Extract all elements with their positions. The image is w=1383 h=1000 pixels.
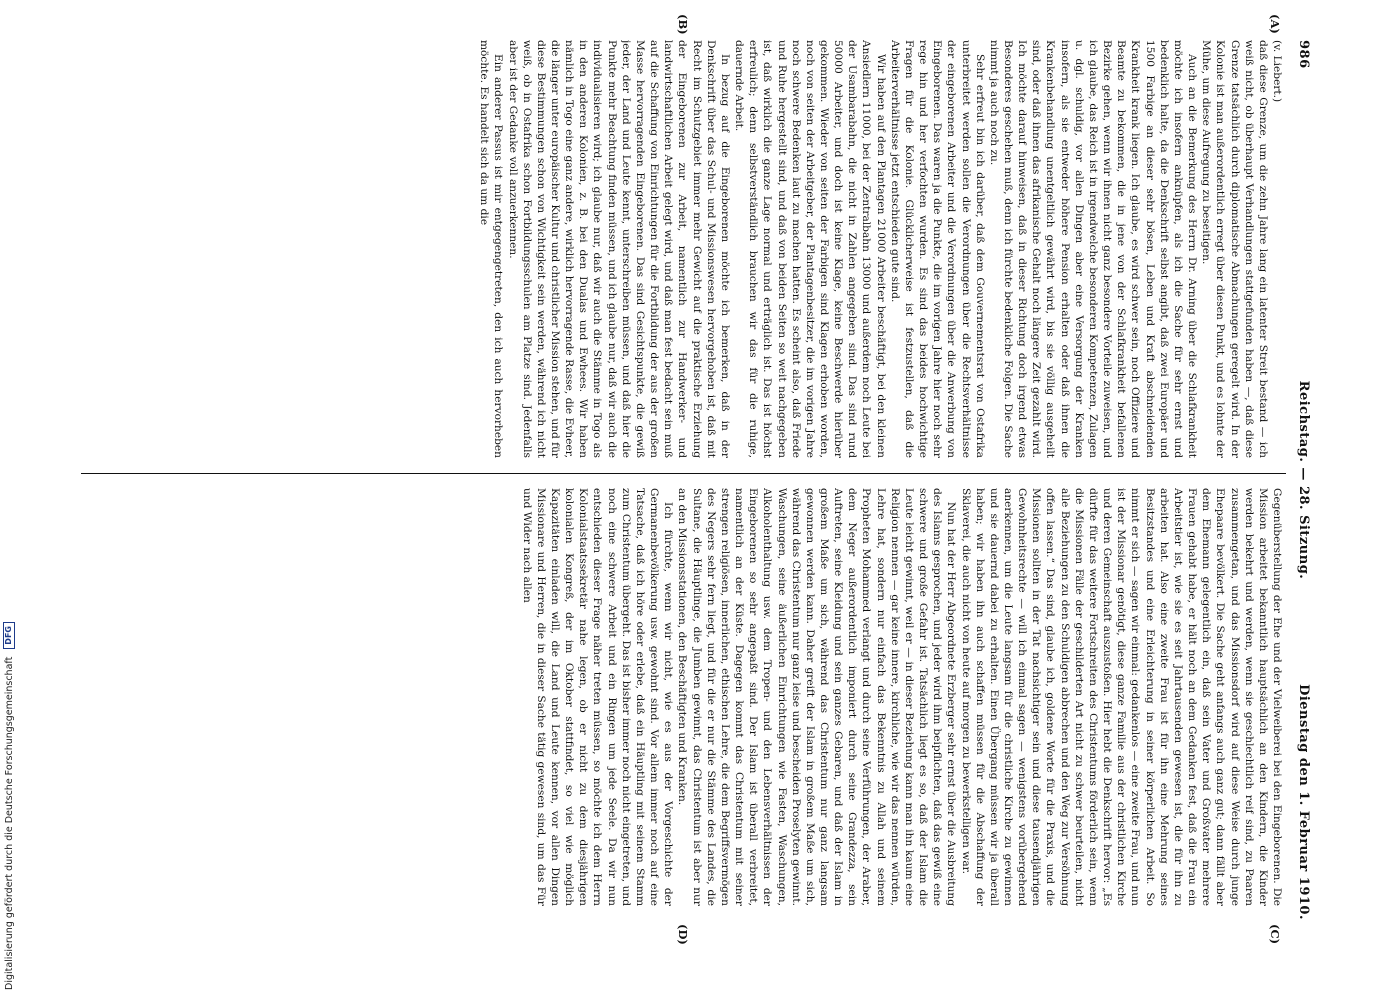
page-number: 986 xyxy=(1296,40,1311,69)
margin-marker-b: (B) xyxy=(676,14,690,35)
footer-text: Digitalisierung gefördert durch die Deutsche Forschungsgemeinschaft xyxy=(3,656,15,990)
dfg-logo: DFG xyxy=(3,622,15,649)
page-title: Reichstag. — 28. Sitzung. xyxy=(1296,380,1311,580)
page-date: Dienstag den 1. Februar 1910. xyxy=(1296,684,1311,920)
paragraph: Ich fürchte, wenn wir nicht, wie es aus der Vorgeschichte der Germanenbevölkerung usw. gewohnt sind. Vor allem immer noch auf eine Tatsache, daß ich höre oder erlebe, daß ein Häuptling mit seinem Stamm zum Christentum übergeht. Das ist bisher immer noch nicht eingetreten, und noch eine schwere Arbeit und ein Ringen um jede Seele. Da wir nun entschieden dieser Frage näher treten müssen, so möchte ich dem Herrn Kolonialstaatssekretär nahe legen, ob er nicht zu dem diesjährigen kolonialen Kongreß, der im Oktober stattfindet, so viel wie möglich Kapazitäten einladen will, die Land und Leute kennen, vor allen Dingen Missionare und Herren, die in dieser Sache tätig gewesen sind, um das Für und Wider nach allen xyxy=(520,488,675,906)
paragraph: daß diese Grenze, um die zehn Jahre lang ein latenter Streit bestand — ich weiß nicht, ob überhaupt Verhandlungen stattgefunden haben —, daß diese Grenze tatsächlich durch diplomatische Abmachungen geregelt wird. In der Kolonie ist man außerordentlich erregt über diesen Punkt, und es lohnte der Mühe, um diese Aufregung zu beseitigen. xyxy=(1200,40,1269,458)
margin-marker-c: (C) xyxy=(1268,924,1282,945)
rotated-page xyxy=(40,14,1311,945)
paragraph: In bezug auf die Eingeborenen möchte ich bemerken, daß in der Denkschrift über das Schul- und Missionswesen hervorgehoben ist, daß mit Recht im Schutzgebiet immer mehr Gewicht auf die praktische Erziehung der Eingeborenen zur Arbeit, namentlich zur Handwerker- und landwirtschaftlichen Arbeit gelegt wird, und daß man fest bedacht sein muß auf die Schaffung von Einrichtungen für die Fortbildung der aus der großen Masse hervorragenden Eingeborenen. Das sind Gesichtspunkte, die gewiß jeder, der Land und Leute kennt, unterschreiben müssen, und daß hier die Punkte mehr Beachtung finden müssen, und ich glaube nur, daß wir auch die individualisieren wird; ich glaube nur, daß wir auch die Stämme in Togo als in den anderen Kolonien, z. B. bei den Dualas und Ewhees. Wir haben nämlich in Togo eine ganz andere, wirklich hervorragende Rasse, die Evheer, die länger unter europäischer Kultur und christlicher Mission stehen, und für diese Bestimmungen schon von Wichtigkeit sein werden, während ich nicht weiß, ob in Ostafrika schon Fortbildungsschulen am Platze sind. Jedenfalls aber ist der Gedanke voll anzuerkennen. xyxy=(506,40,731,458)
page-header xyxy=(1290,40,1310,920)
paragraph: Sehr erfreut bin ich darüber, daß dem Gouvernementsrat von Ostafrika unterbreitet werden sollen die Verordnungen über die Rechtsverhältnisse der eingeborenen Arbeiter und die Verordnungen über die Anwerbung von Eingeborenen. Das waren ja die Punkte, die im vorigen Jahre hier noch sehr rege hin und her verfochten wurden. Es sind das beides hochwichtige Fragen für die Kolonie. Glücklicherweise ist festzustellen, daß die Arbeiterverhältnisse jetzt entschieden gute sind. xyxy=(888,40,986,458)
margin-marker-a: (A) xyxy=(1268,14,1282,34)
left-column xyxy=(79,40,1284,458)
paragraph: Wir haben auf den Plantagen 21000 Arbeiter beschäftigt, bei den kleinen Ansiedlern 11000, bei der Zentralbahn 13000 und außerdem noch Leute bei der Usambarabahn, die nicht in Zahlen angegeben sind. Das sind rund 50000 Arbeiter, und doch ist keine Klage, keine Beschwerde hierüber gekommen. Wieder von seiten der Farbigen sind Klagen erhoben worden, noch von seiten der Arbeitgeber, der Plantagenbesitzer, die im vorigen Jahre noch schwere Bedenken laut zu machen hatten. Es scheint also, daß Friede und Ruhe hergestellt sind, und daß von beiden Seiten so weit nachgegeben ist, daß wirklich die ganze Lage normal und erträglich ist. Das ist höchst erfreulich; denn selbstverständlich brauchen wir das für die ruhige, dauernde Arbeit. xyxy=(733,40,887,458)
right-column xyxy=(79,488,1284,906)
paragraph: Ein anderer Passus ist mir entgegengetreten, den ich auch hervorheben möchte. Es handelt sich da um die xyxy=(478,40,505,458)
column-divider xyxy=(81,473,1286,474)
digitization-footer xyxy=(3,622,15,990)
margin-marker-d: (D) xyxy=(676,924,690,945)
speaker-line: (v. Liebert.) xyxy=(1271,40,1283,103)
paragraph: Auch an die Bemerkung des Herrn Dr. Arning über die Schlafkrankheit möchte ich insofern anknüpfen, als ich die Sache für sehr ernst und bedenklich halte, da die Denkschrift selbst angibt, daß zwei Europäer und 1500 Farbige an dieser sehr bösen, Leben und Kraft abschneidenden Krankheit krank liegen. Ich glaube, es wird schwer sein, noch Offiziere und Beamte zu bekommen, die in jene von der Schlafkrankheit befallenen Bezirke gehen, wenn wir ihnen nicht ganz besondere Vorteile zuweisen, und ich glaube, das Reich ist in irgendwelche besonderen Kompetenzen, Zulagen u. dgl. schuldig, vor allen Dingen aber eine Versorgung der Kranken insofern, als sie entweder höhere Pension erhalten oder daß ihnen die Krankenbehandlung unentgeltlich gewährt wird, bis sie völlig ausgeheilt sind, oder daß ihnen das afrikanische Gehalt noch längere Zeit gezahlt wird. Ich möchte darauf hinweisen, daß in dieser Richtung doch irgend etwas Besonderes geschehen muß, denn ich fürchte bedenkliche Folgen. Die Sache nimmt ja auch noch zu. xyxy=(987,40,1199,458)
paragraph: Nun hat der Herr Abgeordnete Erzberger sehr ernst über die Ausbreitung des Islams gesprochen, und jeder wird ihm beipflichten, daß das gewiß eine schwere und große Gefahr ist. Tatsächlich liegt es so, daß der Islam die Leute leicht gewinnt, weil er — in dieser Beziehung kann man ihn kaum eine Religion nennen — gar keine innere, kirchliche, wie wir das nennen würden, Lehre hat, sondern nur einfach das Bekenntnis zu Allah und seinem Propheten Mohammed verlangt und durch seine Verführungen, der Araber, dem Neger außerordentlich imponiert durch seine Grandezza, sein Auftreten, seine Kleidung und sein ganzes Gebaren, und daß der Islam in großem Maße um sich, während das Christentum nur ganz langsam gewonnen werden kann. Daher greift der Islam in großem Maße um sich, während das Christentum nur ganz leise und bescheiden Proselyten gewinnt. Waschungen, seine äußerlichen Einrichtungen wie Fasten, Waschungen, Alkoholenthaltung usw. dem Tropen- und den Lebensverhältnissen der Eingeborenen so sehr angepaßt sind. Der Islam ist überall verbreitet, namentlich an der Küste. Dagegen kommt das Christentum mit seiner strengen religiösen, innerlichen, ethischen Lehre, die dem Begriffsvermögen des Negers sehr fern liegt, und für die er nur die Stämme des Landes, die Sultane, die Häuptlinge, die Jumben gewinnt, das Christentum ist aber nur an den Missionsstationen, den Beschäftigten und Kranken. xyxy=(676,488,958,906)
paragraph: Gegenüberstellung der Ehe und der Vielweiberei bei den Eingeborenen. Die Mission arbeitet bekanntlich hauptsächlich an den Kindern, die Kinder werden bekehrt und werden, wenn sie geschlechtlich reif sind, zu Paaren zusammengetan, und das Missionsdorf wird auf diese Weise durch junge Ehepaare bevölkert. Die Sache geht anfangs auch ganz gut; dann fällt aber dem Ehemann gelegentlich ein, daß sein Vater und Großvater mehrere Frauen gehabt habe, er hält noch an dem Gedanken fest, daß die Frau ein Arbeitstier ist, wie sie es seit Jahrtausenden gewesen ist, die für ihn zu arbeiten hat. Also eine zweite Frau ist für ihn eine Mehrung seines Besitzstandes und eine Erleichterung in seiner körperlichen Arbeit. So nimmt er sich — sagen wir einmal: gedankenlos — eine zweite Frau, und nun ist der Missionar genötigt, diese ganze Familie aus der christlichen Kirche und deren Gemeinschaft auszustoßen. Hier hebt die Denkschrift hervor: „Es dürfte für das weitere Fortschreiten des Christentums förderlich sein, wenn die Missionen Fälle der geschilderten Art nicht zu schwer beurteilen, nicht alle Beziehungen zu den Schuldigen abbrechen und den Weg zur Versöhnung offen lassen.“ Das sind, glaube ich, goldene Worte für die Praxis, und die Missionen sollten in der Tat nachsichtiger sein und diese tausendjährigen Gewohnheitsrechte — will ich einmal sagen — wenigstens vorübergehend anerkennen, um die Leute langsam für die christliche Kirche zu gewinnen und sie dauernd dabei zu erhalten. Einen Übergang müssen wir ja überall haben; wir haben ihn auch schaffen müssen für die Abschaffung der Sklaverei, die auch nicht von heute auf morgen zu bewerkstelligen war. xyxy=(959,488,1283,906)
